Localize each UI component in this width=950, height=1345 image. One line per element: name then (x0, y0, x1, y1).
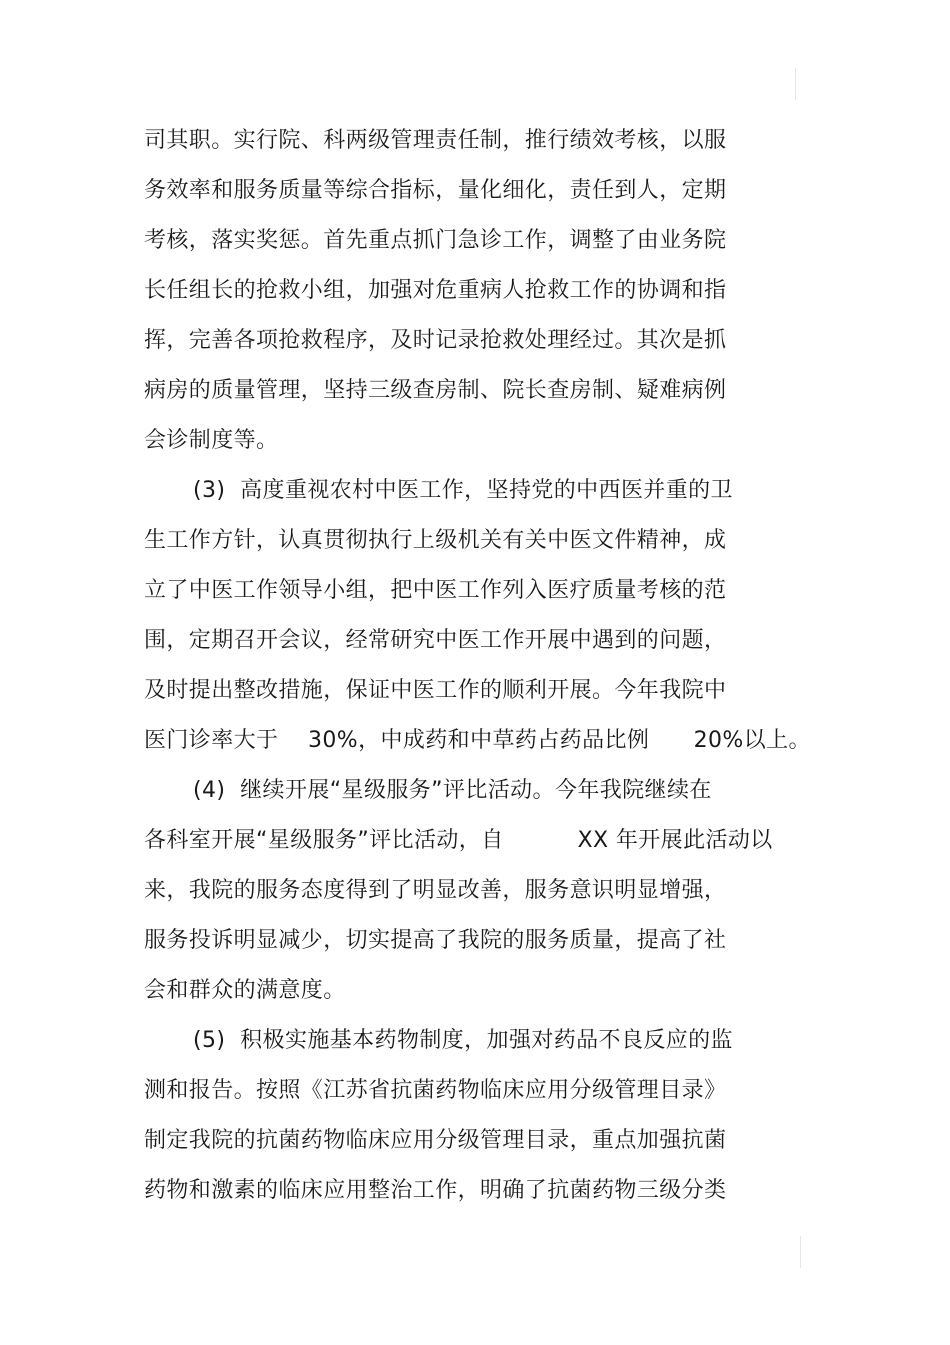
text-line: 长任组长的抢救小组，加强对危重病人抢救工作的协调和指 (144, 278, 727, 303)
text-line: 药物和激素的临床应用整治工作，明确了抗菌药物三级分类 (144, 1178, 727, 1203)
text-line: 测和报告。按照《江苏省抗菌药物临床应用分级管理目录》 (144, 1078, 727, 1103)
text-line: 围，定期召开会议，经常研究中医工作开展中遇到的问题， (144, 628, 727, 653)
text-line: 生工作方针，认真贯彻执行上级机关有关中医文件精神，成 (144, 528, 727, 553)
paragraph-start-3: (3) 高度重视农村中医工作，坚持党的中西医并重的卫 (193, 478, 733, 503)
text-line: 来，我院的服务态度得到了明显改善，服务意识明显增强， (144, 878, 727, 903)
text-line: 挥，完善各项抢救程序，及时记录抢救处理经过。其次是抓 (144, 328, 727, 353)
text-line: 制定我院的抗菌药物临床应用分级管理目录，重点加强抗菌 (144, 1128, 727, 1153)
text-line: 各科室开展“星级服务”评比活动，自 XX 年开展此活动以 (144, 828, 773, 853)
paragraph-start-5: (5) 积极实施基本药物制度，加强对药品不良反应的监 (193, 1028, 733, 1053)
text-line: 医门诊率大于 30%，中成药和中草药占药品比例 20%以上。 (144, 728, 811, 753)
corner-mark-bottom (800, 1236, 801, 1268)
text-line: 及时提出整改措施，保证中医工作的顺利开展。今年我院中 (144, 678, 727, 703)
text-line: 服务投诉明显减少，切实提高了我院的服务质量，提高了社 (144, 928, 727, 953)
text-line: 立了中医工作领导小组，把中医工作列入医疗质量考核的范 (144, 578, 727, 603)
text-line: 务效率和服务质量等综合指标，量化细化，责任到人，定期 (144, 178, 727, 203)
text-line: 病房的质量管理，坚持三级查房制、院长查房制、疑难病例 (144, 378, 727, 403)
corner-mark-top (795, 68, 796, 100)
text-line: 司其职。实行院、科两级管理责任制，推行绩效考核，以服 (144, 128, 727, 153)
text-line: 会诊制度等。 (144, 428, 279, 453)
text-line: 会和群众的满意度。 (144, 978, 346, 1003)
text-line: 考核，落实奖惩。首先重点抓门急诊工作，调整了由业务院 (144, 228, 727, 253)
paragraph-start-4: (4) 继续开展“星级服务”评比活动。今年我院继续在 (193, 778, 712, 803)
